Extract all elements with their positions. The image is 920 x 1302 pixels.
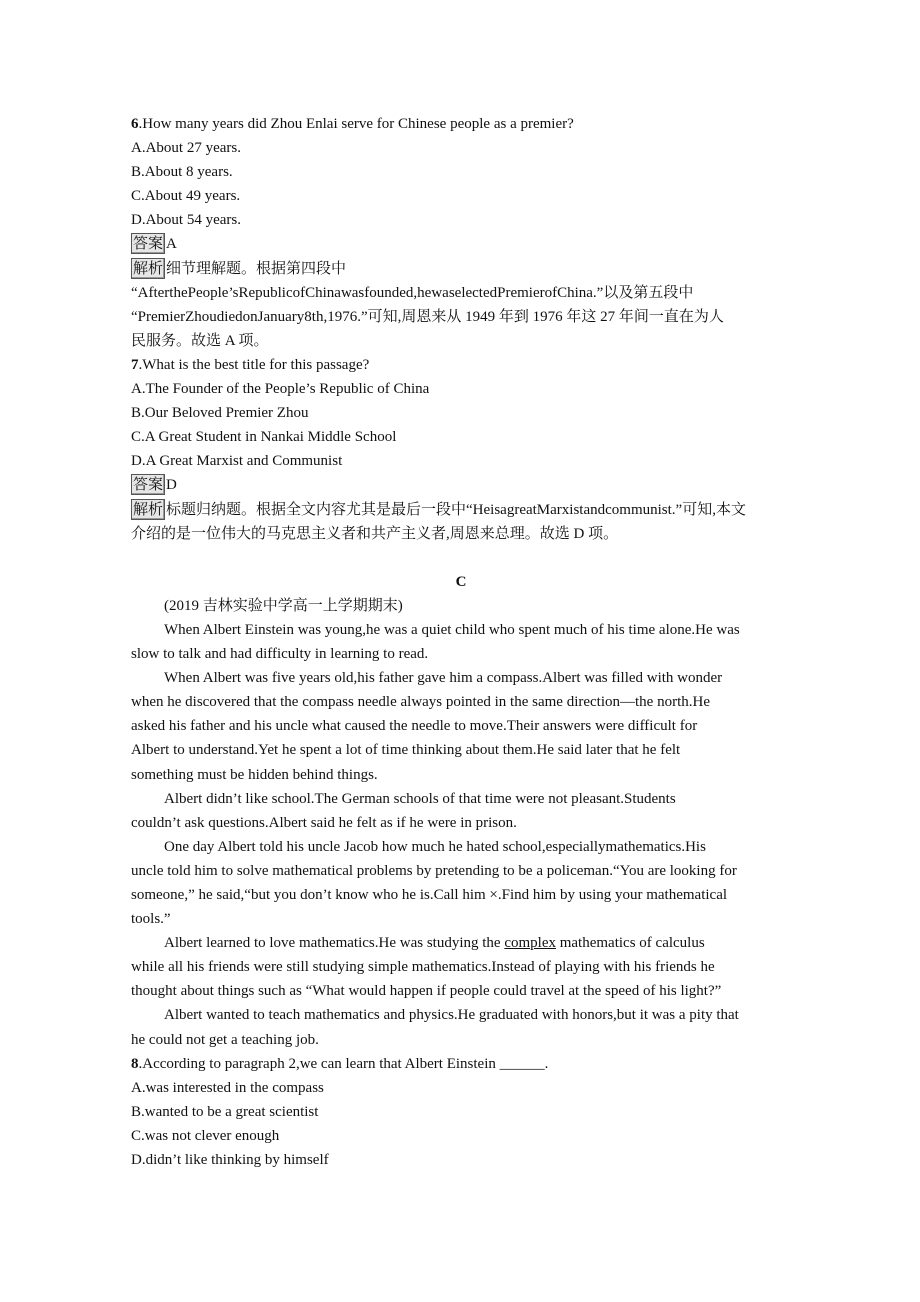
option-a: A.was interested in the compass (131, 1079, 324, 1096)
passage-line: Albert to understand.Yet he spent a lot of time thinking about them.He said later that he felt (131, 742, 681, 759)
question-7 (131, 353, 791, 377)
passage-paragraph-3: Albert didn’t like school.The German schools of that time were not pleasant.Students (164, 790, 676, 807)
analysis-label: 解析 (133, 499, 164, 518)
passage-paragraph-6: Albert wanted to teach mathematics and physics.He graduated with honors,but it was a pity that (164, 1007, 739, 1024)
question-text: .What is the best title for this passage? (138, 356, 370, 373)
analysis-row (131, 498, 791, 522)
passage-line: uncle told him to solve mathematical problems by pretending to be a policeman.“You are looking for (131, 862, 737, 879)
question-number: 8 (131, 1055, 139, 1072)
option-b: B.wanted to be a great scientist (131, 1103, 319, 1120)
analysis-text: 民服务。故选 A 项。 (131, 332, 269, 349)
passage-paragraph-1: When Albert Einstein was young,he was a quiet child who spent much of his time alone.He was (164, 621, 740, 638)
passage-paragraph-2: When Albert was five years old,his father gave him a compass.Albert was filled with wonder (164, 670, 723, 687)
question-8 (131, 1052, 791, 1076)
analysis-label: 解析 (133, 258, 164, 277)
passage-line: slow to talk and had difficulty in learning to read. (131, 646, 429, 663)
answer-row (131, 473, 791, 497)
answer-value: A (166, 236, 177, 253)
option-d: D.didn’t like thinking by himself (131, 1152, 329, 1169)
option-c: C.was not clever enough (131, 1127, 280, 1144)
option-d: D.About 54 years. (131, 212, 241, 229)
passage-line: couldn’t ask questions.Albert said he felt as if he were in prison. (131, 814, 517, 831)
passage-line: tools.” (131, 911, 171, 928)
analysis-text: “PremierZhoudiedonJanuary8th,1976.”可知,周恩来从 1949 年到 1976 年这 27 年间一直在为人 (131, 308, 724, 325)
option-b: B.About 8 years. (131, 164, 233, 181)
option-a: A.The Founder of the People’s Republic of China (131, 381, 430, 398)
underlined-word: complex (504, 935, 556, 952)
question-number: 7 (131, 356, 139, 373)
passage-line: he could not get a teaching job. (131, 1031, 319, 1048)
question-text: .According to paragraph 2,we can learn that Albert Einstein ______. (138, 1055, 549, 1072)
option-c: C.A Great Student in Nankai Middle School (131, 429, 397, 446)
passage-text: Albert learned to love mathematics.He was studying the (164, 935, 505, 952)
question-number: 6 (131, 116, 139, 132)
analysis-row (131, 257, 791, 281)
option-d: D.A Great Marxist and Communist (131, 453, 343, 470)
answer-label: 答案 (133, 475, 164, 494)
answer-row (131, 232, 791, 256)
question-text: .How many years did Zhou Enlai serve for Chinese people as a premier? (138, 116, 574, 132)
passage-line: thought about things such as “What would happen if people could travel at the speed of his light?” (131, 983, 722, 1000)
passage-line: someone,” he said,“but you don’t know who he is.Call him ×.Find him by using your mathematical (131, 887, 728, 903)
analysis-text: 细节理解题。根据第四段中 (166, 260, 347, 277)
section-heading: C (455, 573, 467, 590)
passage-line: asked his father and his uncle what caused the needle to move.Their answers were difficult for (131, 718, 698, 735)
passage-line: something must be hidden behind things. (131, 766, 378, 783)
answer-label: 答案 (133, 234, 164, 253)
document-page (131, 112, 791, 1172)
answer-value: D (166, 477, 177, 494)
passage-paragraph-4: One day Albert told his uncle Jacob how much he hated school,especiallymathematics.His (164, 838, 706, 855)
passage-source: (2019 吉林实验中学高一上学期期末) (164, 597, 403, 614)
passage-text: mathematics of calculus (555, 935, 705, 952)
question-6 (131, 112, 791, 136)
option-b: B.Our Beloved Premier Zhou (131, 405, 309, 422)
analysis-text: 介绍的是一位伟大的马克思主义者和共产主义者,周恩来总理。故选 D 项。 (131, 525, 619, 542)
spacer (131, 546, 791, 570)
passage-paragraph-5 (131, 931, 791, 955)
passage-line: when he discovered that the compass needle always pointed in the same direction—the north.He (131, 694, 710, 711)
analysis-text: 标题归纳题。根据全文内容尤其是最后一段中“HeisagreatMarxistandcommunist.”可知,本文 (166, 501, 746, 518)
option-a: A.About 27 years. (131, 140, 241, 157)
analysis-text: “AfterthePeople’sRepublicofChinawasfounded,hewaselectedPremierofChina.”以及第五段中 (131, 284, 694, 301)
passage-line: while all his friends were still studying simple mathematics.Instead of playing with his friends he (131, 959, 715, 976)
option-c: C.About 49 years. (131, 188, 241, 205)
